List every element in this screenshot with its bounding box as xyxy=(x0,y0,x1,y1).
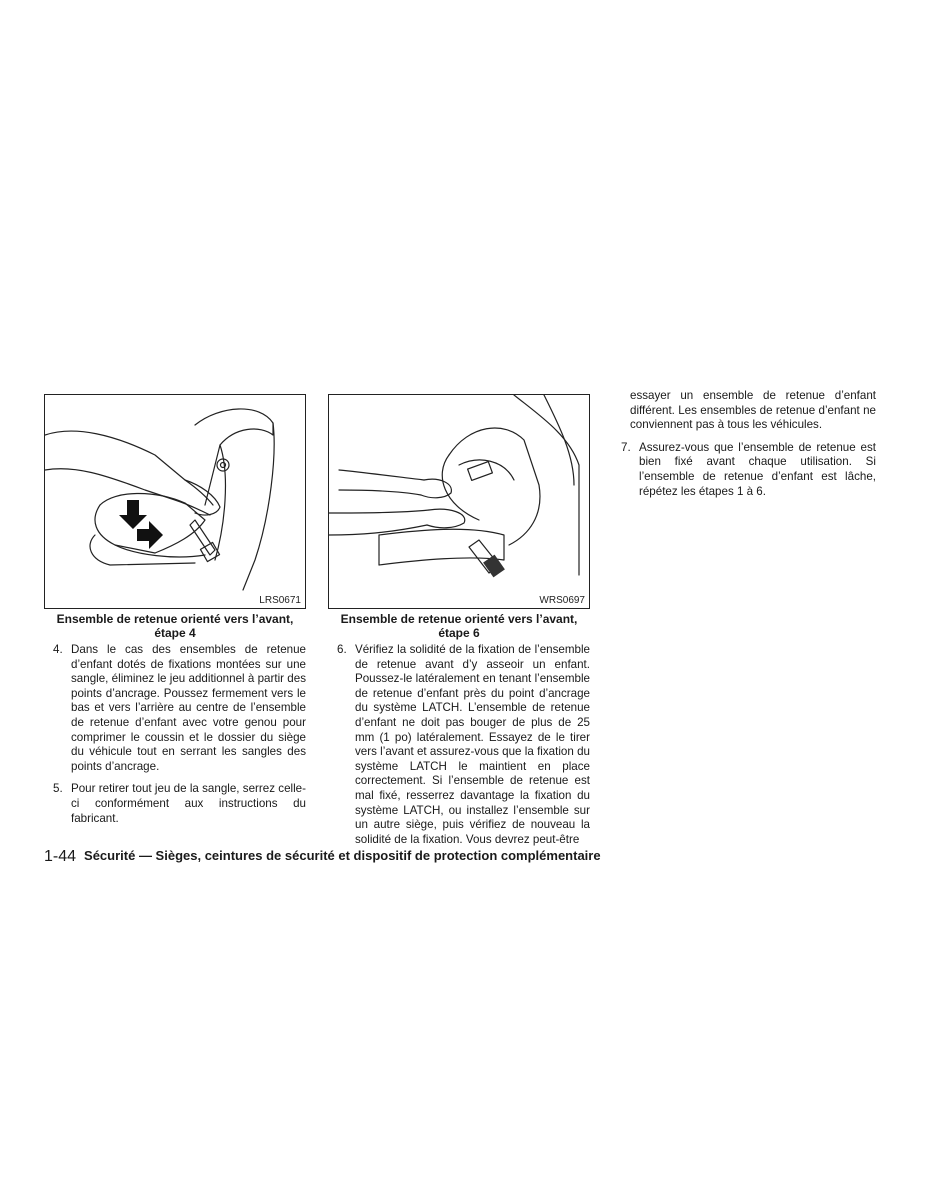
step-6 xyxy=(328,643,590,847)
caption-line-2: étape 4 xyxy=(154,626,196,640)
step-number: 6. xyxy=(337,643,347,656)
step-text: Dans le cas des ensembles de retenue d’enfant dotés de fixations montées sur une sangle, éliminez le jeu additionnel à partir des points d’ancrage. Poussez fermement vers le bas et vers l’arrière au centre de l’ensemble de retenue d’enfant avec votre genou pour comprimer le coussin et le dossier du siège du véhicule tout en serrant les sangles des points d’ancrage. xyxy=(71,643,306,773)
step-text: Vérifiez la solidité de la fixation de l’ensemble de retenue avant d’y asseoir un enfant. Poussez-le latéralement en tenant l’ensemble de retenue d’enfant près du point d’ancrage du système LATCH. L’ensemble de retenue d’enfant ne doit pas bouger de plus de 25 mm (1 po) latéralement. Essayez de le tirer vers l’avant et assurez-vous que la fixation du système LATCH le maintient en place correctement. Si l’ensemble de retenue est mal fixé, resserrez davantage la fixation du système LATCH, ou installez l’ensemble sur un autre siège, puis vérifiez de nouveau la solidité de la fixation. Vous devrez peut-être xyxy=(355,643,590,846)
step-number: 7. xyxy=(621,440,631,454)
page-number: 1-44 xyxy=(44,848,77,865)
step-5 xyxy=(44,782,306,826)
step-4 xyxy=(44,643,306,774)
step-text: Pour retirer tout jeu de la sangle, serrez celle-ci conformément aux instructions du fabricant. xyxy=(71,782,306,825)
figure-code: LRS0671 xyxy=(259,595,301,606)
column-left xyxy=(44,643,306,834)
child-seat-illustration-step-4 xyxy=(45,395,305,608)
figure-code: WRS0697 xyxy=(539,595,585,606)
child-seat-illustration-step-6 xyxy=(329,395,589,608)
step-number: 5. xyxy=(53,782,63,796)
step-6-continuation: essayer un ensemble de retenue d’enfant différent. Les ensembles de retenue d’enfant ne conviennent pas à tous les véhicules. xyxy=(630,389,876,432)
caption-line-1: Ensemble de retenue orienté vers l’avant, xyxy=(340,612,578,626)
step-7 xyxy=(612,441,876,499)
figure-caption-step-6 xyxy=(328,612,590,640)
caption-line-1: Ensemble de retenue orienté vers l’avant, xyxy=(56,612,294,626)
caption-line-2: étape 6 xyxy=(438,626,480,640)
column-right xyxy=(612,389,876,507)
step-text: Assurez-vous que l’ensemble de retenue est bien fixé avant chaque utilisation. Si l’ensemble de retenue d’enfant est lâche, répétez les étapes 1 à 6. xyxy=(639,440,876,498)
page-footer xyxy=(44,848,601,866)
figure-step-6 xyxy=(328,394,590,609)
figure-step-4 xyxy=(44,394,306,609)
step-number: 4. xyxy=(53,643,63,656)
column-middle xyxy=(328,643,590,855)
section-title: Sécurité — Sièges, ceintures de sécurité et dispositif de protection complémentaire xyxy=(84,848,601,863)
figure-caption-step-4 xyxy=(44,612,306,640)
